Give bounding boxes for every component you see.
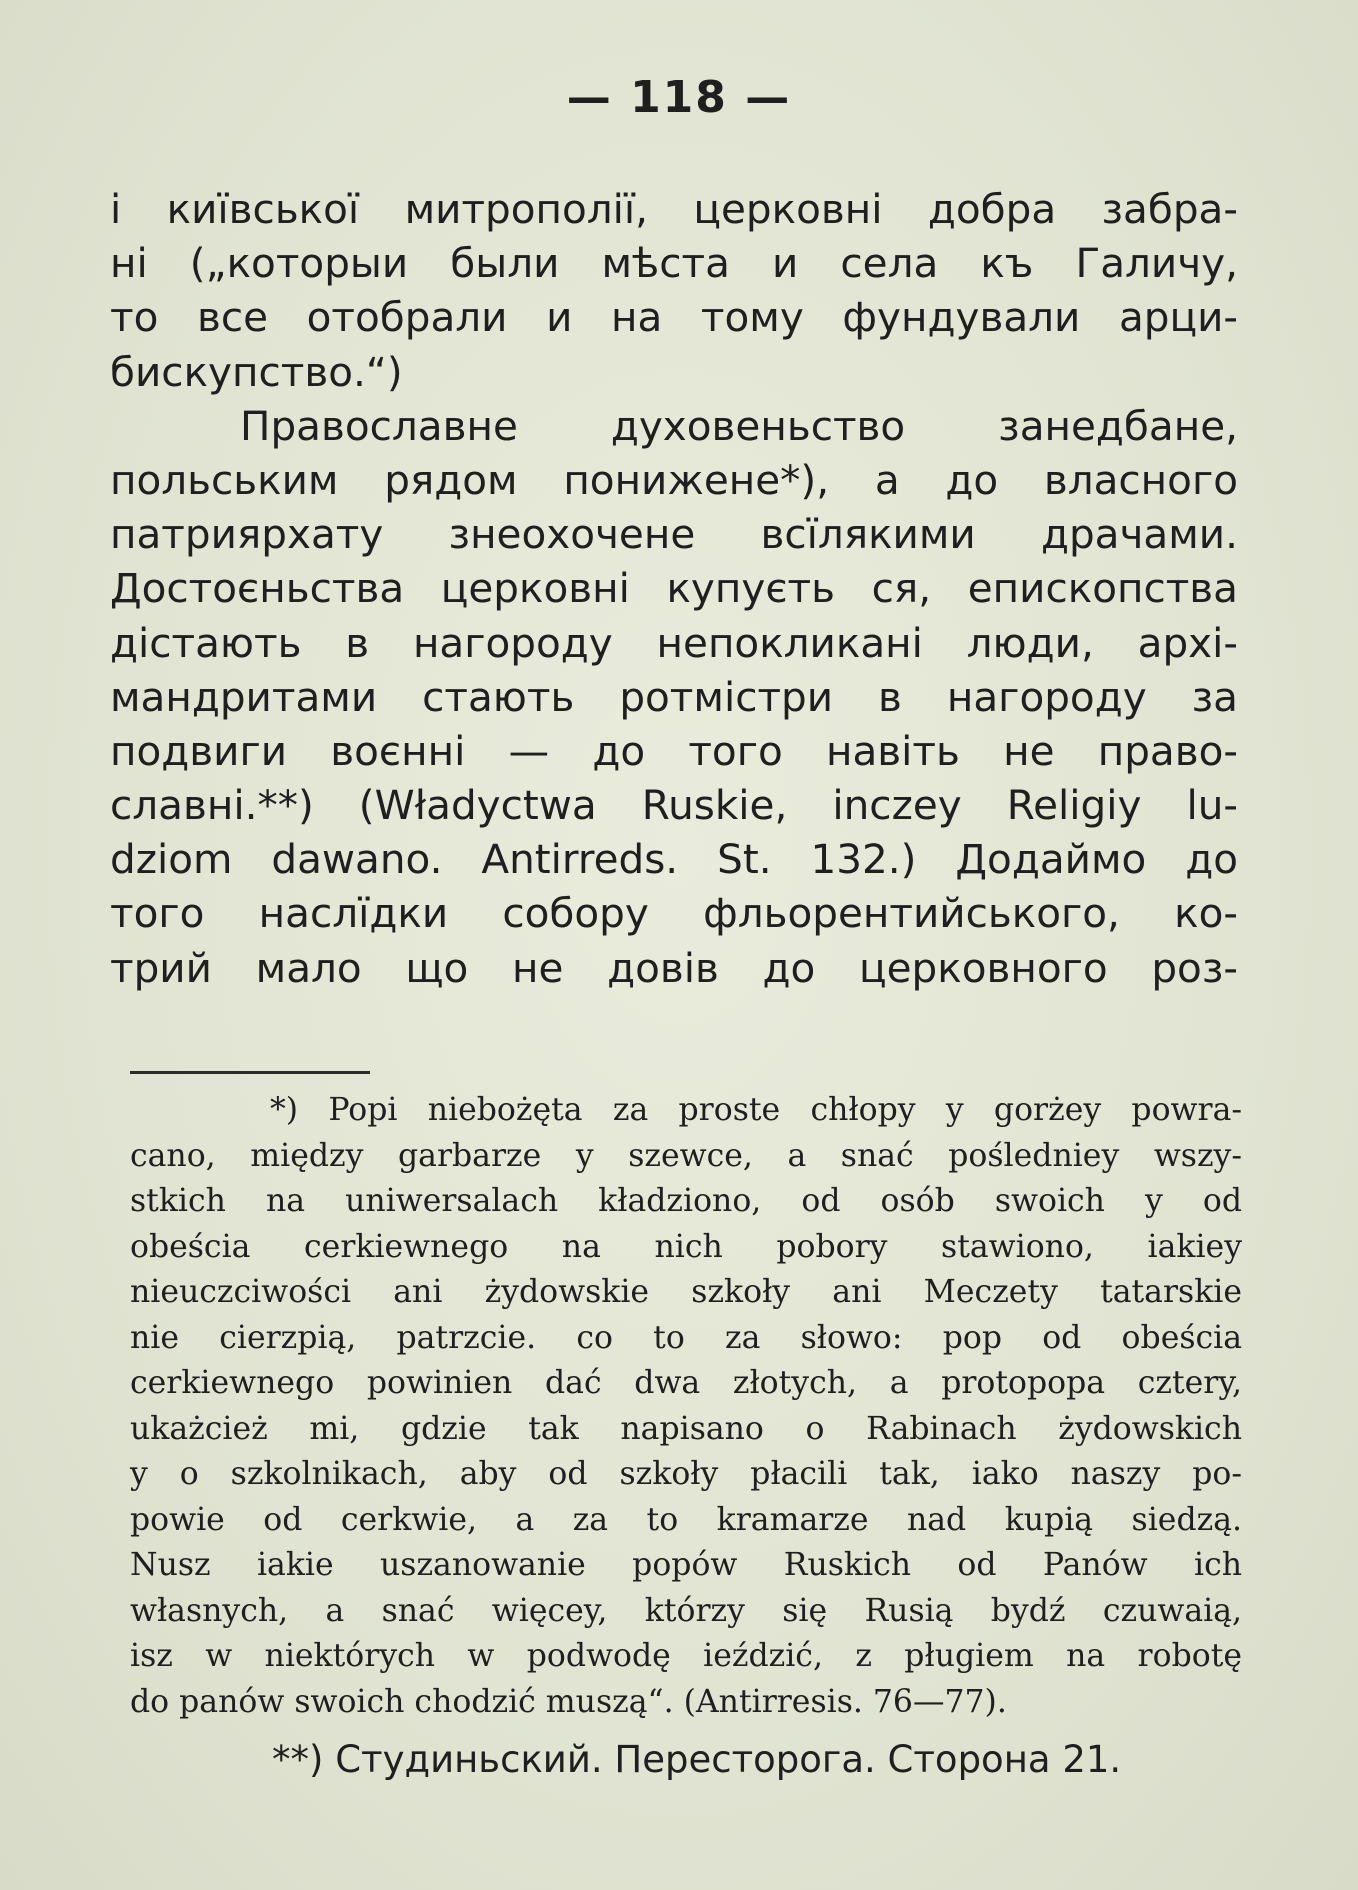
footnote-2: **) Студиньский. Пересторога. Сторона 21. [272, 1738, 1122, 1781]
main-text-line: подвиги воєнні — до того навіть не право- [110, 726, 1238, 775]
footnote-1 [130, 1088, 1242, 1725]
footnote-line: stkich na uniwersalach kładziono, od osób swoich y od [130, 1183, 1242, 1219]
main-text-line: dziom dawano. Antirreds. St. 132.) Додаймо до [110, 835, 1238, 884]
footnote-line: y o szkolnikach, aby od szkoły płacili tak, iako naszy po- [130, 1456, 1242, 1492]
main-text-line: мандритами стають ротмістри в нагороду за [110, 672, 1238, 721]
footnote-line: cerkiewnego powinien dać dwa złotych, a protopopa cztery, [130, 1365, 1242, 1401]
main-text-line: бискупство.“) [110, 347, 403, 396]
main-text-line: славні.**) (Władyctwa Ruskie, inczey Religiy lu- [110, 781, 1238, 830]
main-text-line: і київської митрополії, церковні добра забра- [110, 185, 1238, 233]
main-text-line: патриярхату знеохочене всїлякими драчами. [110, 510, 1238, 559]
footnote-line: obeścia cerkiewnego na nich pobory stawiono, iakiey [130, 1228, 1242, 1265]
main-text-line: Православне духовеньство занедбане, [240, 401, 1238, 450]
footnote-divider [130, 1071, 370, 1074]
footnote-line: ukażcież mi, gdzie tak napisano o Rabinach żydowskich [130, 1410, 1242, 1447]
footnote-line: powie od cerkwie, a za to kramarze nad kupią siedzą. [130, 1501, 1242, 1538]
footnote-line: nieuczciwości ani żydowskie szkoły ani Meczety tatarskie [130, 1274, 1242, 1310]
main-text-line: того наслїдки собору фльорентийського, ко- [110, 889, 1238, 938]
footnote-line: nie cierzpią, patrzcie. co to za słowo: pop od obeścia [130, 1319, 1242, 1356]
main-text-line: то все отобрали и на тому фундували арци- [110, 293, 1238, 342]
footnote-line: Nusz iakie uszanowanie popów Ruskich od Panów ich [130, 1547, 1242, 1583]
main-text-line: Достоєньства церковні купуєть ся, епископства [110, 564, 1238, 613]
footnote-line: do panów swoich chodzić muszą“. (Antirresis. 76—77). [130, 1683, 1007, 1720]
main-text-line: польським рядом понижене*), а до власного [110, 455, 1238, 504]
footnote-line: własnych, a snać więcey, którzy się Rusią bydź czuwaią, [130, 1592, 1242, 1629]
main-text-line: ні („которыи были мѣста и села къ Галичу, [110, 239, 1238, 288]
main-text-block [110, 182, 1238, 995]
main-text-line: дістають в нагороду непокликані люди, архі- [110, 618, 1238, 667]
footnote-line: isz w niektórych w podwodę ieździć, z pługiem na robotę [130, 1638, 1242, 1674]
footnote-line: cano, między garbarze y szewce, a snać pośledniey wszy- [130, 1137, 1242, 1174]
main-text-line: трий мало що не довів до церковного роз- [110, 943, 1238, 992]
page-number: — 118 — [566, 72, 792, 123]
footnote-line: *) Popi niebożęta za proste chłopy y gorżey powra- [270, 1092, 1242, 1128]
